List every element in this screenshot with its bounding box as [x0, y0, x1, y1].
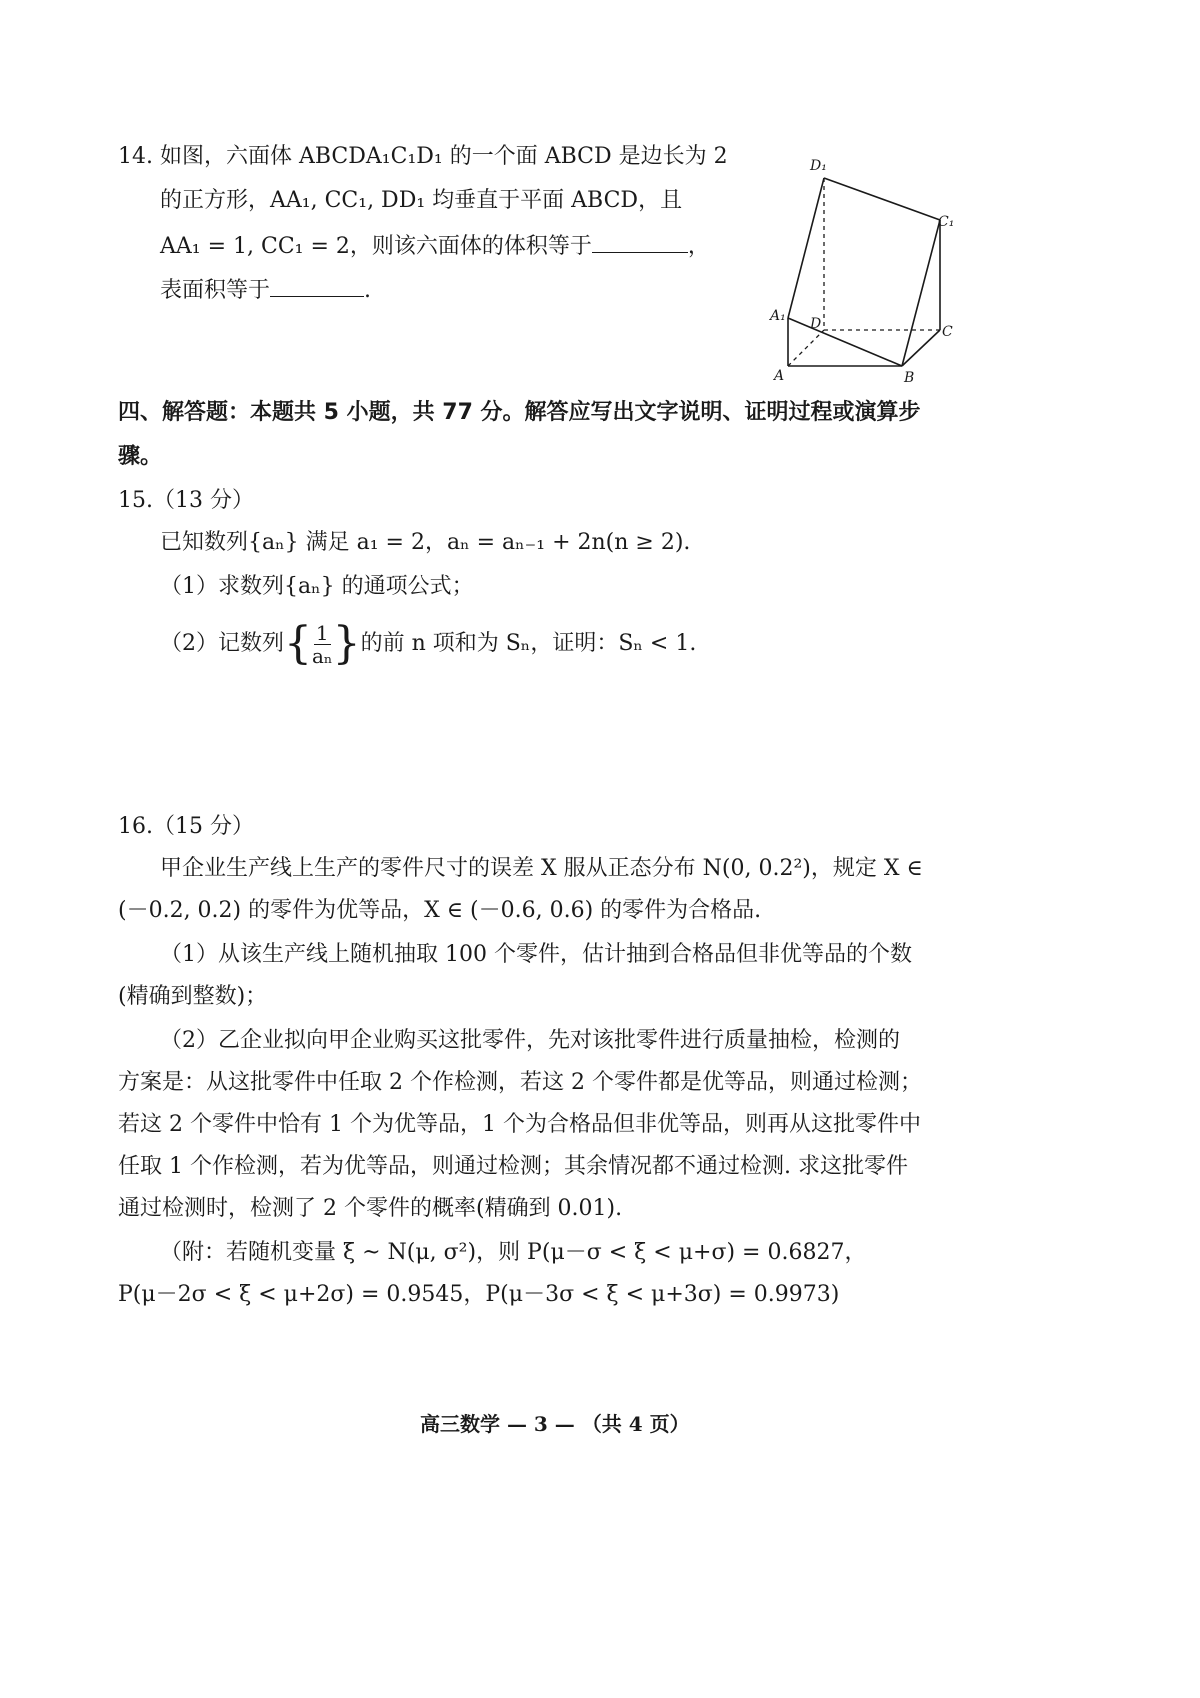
q16-line-7: 若这 2 个零件中恰有 1 个为优等品，1 个为合格品但非优等品，则再从这批零件中: [118, 1112, 921, 1137]
left-brace: {: [284, 618, 312, 669]
q14-line-2: 的正方形，AA₁, CC₁, DD₁ 均垂直于平面 ABCD，且: [160, 188, 683, 213]
q16-line-8: 任取 1 个作检测，若为优等品，则通过检测；其余情况都不通过检测. 求这批零件: [118, 1154, 908, 1179]
label-b: B: [904, 370, 915, 386]
q16-line-2: (－0.2, 0.2) 的零件为优等品，X ∈ (－0.6, 0.6) 的零件为合格品.: [118, 898, 762, 923]
edge-d1-c1: [824, 178, 940, 220]
q14-comma: ，: [687, 234, 710, 259]
label-c1: C₁: [938, 214, 955, 230]
edge-a-d: [788, 330, 824, 366]
q16-header: 16.（15 分）: [118, 814, 254, 839]
q16-line-1: 甲企业生产线上生产的零件尺寸的误差 X 服从正态分布 N(0, 0.2²)，规定 X ∈: [160, 856, 923, 881]
q15-given: 已知数列{aₙ} 满足 a₁ = 2，aₙ = aₙ₋₁ + 2n(n ≥ 2).: [160, 530, 691, 555]
label-d1: D₁: [810, 158, 827, 174]
right-brace: }: [332, 618, 361, 669]
edge-a1-b: [788, 318, 902, 366]
fraction-numerator: 1: [315, 620, 329, 645]
q16-line-6: 方案是：从这批零件中任取 2 个作检测，若这 2 个零件都是优等品，则通过检测；: [118, 1070, 922, 1095]
q16-line-4: (精确到整数)；: [118, 984, 268, 1009]
reciprocal-fraction: [312, 622, 333, 667]
q14-volume-text: AA₁ = 1, CC₁ = 2，则该六面体的体积等于: [160, 234, 592, 259]
fraction-denominator: aₙ: [312, 643, 333, 668]
q14-line-1: 14. 如图，六面体 ABCDA₁C₁D₁ 的一个面 ABCD 是边长为 2: [118, 144, 728, 169]
q15-part2-prefix: （2）记数列: [160, 631, 284, 656]
label-a: A: [774, 368, 785, 384]
q14-area-text: 表面积等于: [160, 278, 271, 303]
edge-d1-a1: [788, 178, 824, 318]
label-c: C: [942, 324, 953, 340]
q14-period: .: [364, 278, 372, 303]
hexahedron-figure: [770, 158, 1060, 420]
q16-line-11: P(μ－2σ < ξ < μ+2σ) = 0.9545，P(μ－3σ < ξ < μ+3σ) = 0.9973): [118, 1282, 840, 1307]
q16-line-9: 通过检测时，检测了 2 个零件的概率(精确到 0.01).: [118, 1196, 623, 1221]
volume-answer-blank[interactable]: [592, 230, 688, 253]
edge-b-c: [902, 330, 940, 366]
q15-part1: （1）求数列{aₙ} 的通项公式；: [160, 574, 474, 599]
section-4-heading: 四、解答题：本题共 5 小题，共 77 分。解答应写出文字说明、证明过程或演算步: [118, 400, 921, 425]
section-4-heading-cont: 骤。: [118, 444, 163, 469]
q16-line-10: （附：若随机变量 ξ ~ N(μ, σ²)，则 P(μ－σ < ξ < μ+σ) = 0.6827，: [160, 1240, 867, 1265]
q16-line-3: （1）从该生产线上随机抽取 100 个零件，估计抽到合格品但非优等品的个数: [160, 942, 912, 967]
surface-area-answer-blank[interactable]: [270, 274, 364, 297]
label-a1: A₁: [770, 308, 786, 324]
q14-line-3: [160, 230, 710, 262]
q16-line-5: （2）乙企业拟向甲企业购买这批零件，先对该批零件进行质量抽检，检测的: [160, 1028, 900, 1053]
page-footer: 高三数学 — 3 — （共 4 页）: [420, 1412, 690, 1436]
q15-part2: [160, 616, 696, 672]
q15-header: 15.（13 分）: [118, 488, 254, 513]
label-d: D: [810, 316, 822, 332]
q15-part2-suffix: 的前 n 项和为 Sₙ，证明：Sₙ < 1.: [360, 631, 697, 656]
edge-c1-b: [902, 220, 940, 366]
q14-line-4: [160, 274, 371, 306]
